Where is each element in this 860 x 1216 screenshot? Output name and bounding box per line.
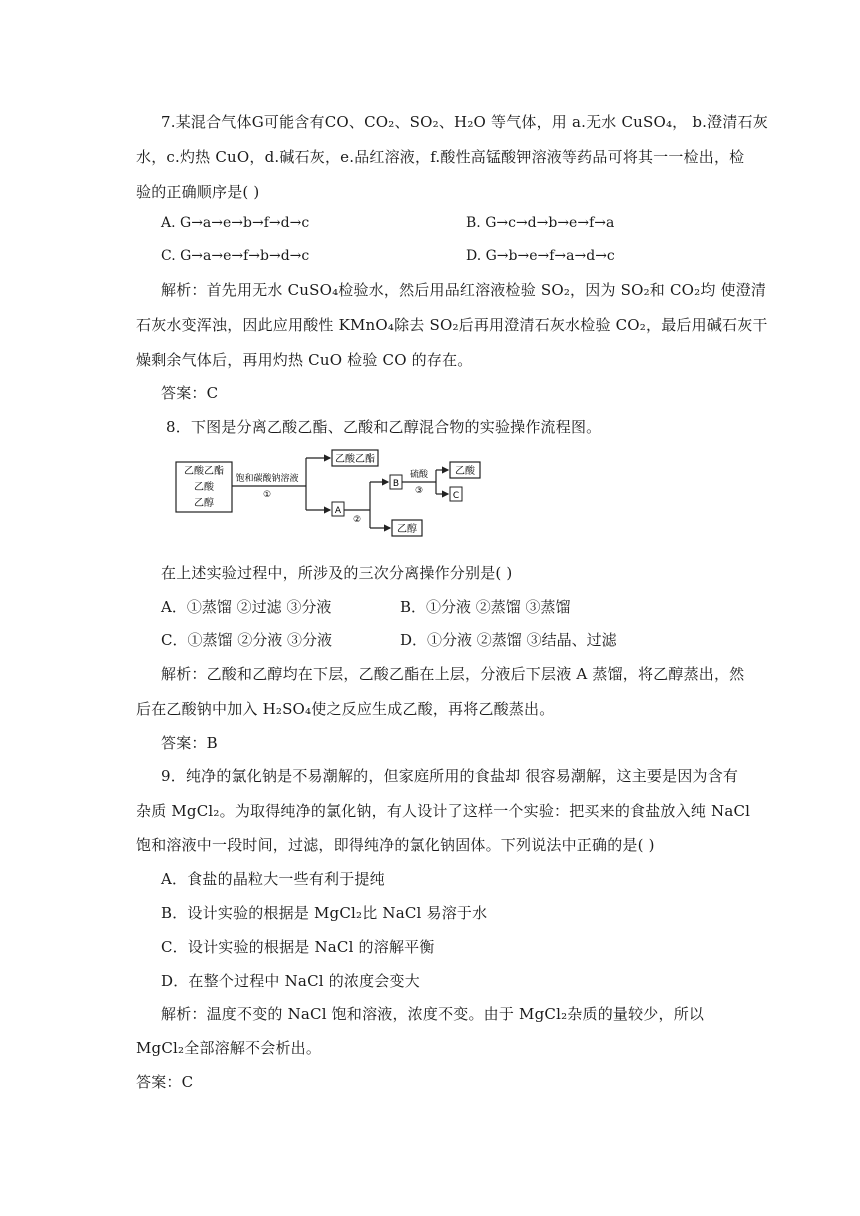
q9-option-d: D．在整个过程中 NaCl 的浓度会变大 xyxy=(161,972,420,990)
step2-label: ② xyxy=(352,515,362,525)
q9-analysis-line2: MgCl₂全部溶解不会析出。 xyxy=(136,1039,322,1057)
q9-stem-line2: 杂质 MgCl₂。为取得纯净的氯化钠，有人设计了这样一个实验：把买来的食盐放入纯 NaCl xyxy=(136,802,751,820)
q9-option-b: B．设计实验的根据是 MgCl₂比 NaCl 易溶于水 xyxy=(161,904,488,922)
node-a: A xyxy=(334,506,342,516)
q7-analysis-line1: 解析：首先用无水 CuSO₄检验水，然后用品红溶液检验 SO₂，因为 SO₂和 CO₂均 使澄清 xyxy=(161,281,767,299)
q9-stem-line3: 饱和溶液中一段时间，过滤，即得纯净的氯化钠固体。下列说法中正确的是( ) xyxy=(136,836,655,854)
node-b: B xyxy=(392,479,400,489)
product-acetic-acid: 乙酸 xyxy=(455,466,475,477)
q8-option-d: D．①分液 ②蒸馏 ③结晶、过滤 xyxy=(400,631,617,649)
q7-option-c: C. G→a→e→f→b→d→c xyxy=(161,248,310,264)
q7-option-a: A. G→a→e→b→f→d→c xyxy=(161,215,310,231)
separation-flowchart xyxy=(170,444,490,544)
q9-answer: 答案：C xyxy=(136,1073,194,1091)
node-c: C xyxy=(452,491,460,501)
q8-option-c: C．①蒸馏 ②分液 ③分液 xyxy=(161,631,333,649)
mixture-acetic-acid: 乙酸 xyxy=(194,482,214,493)
q8-analysis-line1: 解析：乙酸和乙醇均在下层，乙酸乙酯在上层，分液后下层液 A 蒸馏，将乙醇蒸出，然 xyxy=(161,665,745,683)
q9-stem-line1: 9．纯净的氯化钠是不易潮解的，但家庭所用的食盐却 很容易潮解，这主要是因为含有 xyxy=(161,767,739,785)
q7-option-d: D. G→b→e→f→a→d→c xyxy=(466,248,615,264)
product-ethyl-acetate: 乙酸乙酯 xyxy=(335,454,375,465)
q7-analysis-line3: 燥剩余气体后，再用灼热 CuO 检验 CO 的存在。 xyxy=(136,351,473,369)
mixture-ethanol: 乙醇 xyxy=(194,498,214,509)
q9-option-a: A．食盐的晶粒大一些有利于提纯 xyxy=(161,870,385,888)
q8-question: 在上述实验过程中，所涉及的三次分离操作分别是( ) xyxy=(161,564,513,582)
q7-answer: 答案：C xyxy=(161,384,219,402)
product-ethanol: 乙醇 xyxy=(397,524,417,535)
q9-option-c: C．设计实验的根据是 NaCl 的溶解平衡 xyxy=(161,938,435,956)
q9-analysis-line1: 解析：温度不变的 NaCl 饱和溶液，浓度不变。由于 MgCl₂杂质的量较少，所以 xyxy=(161,1005,705,1023)
q7-stem-line2: 水，c.灼热 CuO，d.碱石灰，e.品红溶液，f.酸性高锰酸钾溶液等药品可将其一一检出，检 xyxy=(136,148,745,166)
q8-answer: 答案：B xyxy=(161,734,218,752)
q8-analysis-line2: 后在乙酸钠中加入 H₂SO₄使之反应生成乙酸，再将乙酸蒸出。 xyxy=(136,700,555,718)
q8-stem: 8．下图是分离乙酸乙酯、乙酸和乙醇混合物的实验操作流程图。 xyxy=(166,418,602,436)
q8-option-b: B．①分液 ②蒸馏 ③蒸馏 xyxy=(400,598,571,616)
q7-stem-line3: 验的正确顺序是( ) xyxy=(136,183,260,201)
step1-label: ① xyxy=(262,490,272,500)
reagent-sulfuric-acid: 硫酸 xyxy=(409,470,429,480)
q7-stem-line1: 7.某混合气体G可能含有CO、CO₂、SO₂、H₂O 等气体，用 a.无水 CuSO₄， b.澄清石灰 xyxy=(161,113,768,131)
q8-option-a: A．①蒸馏 ②过滤 ③分液 xyxy=(161,598,332,616)
step3-label: ③ xyxy=(414,486,424,496)
reagent-na2co3: 饱和碳酸钠溶液 xyxy=(235,474,299,484)
mixture-ethyl-acetate: 乙酸乙酯 xyxy=(184,466,224,477)
q7-option-b: B. G→c→d→b→e→f→a xyxy=(466,215,615,231)
q7-analysis-line2: 石灰水变浑浊，因此应用酸性 KMnO₄除去 SO₂后再用澄清石灰水检验 CO₂，最后用碱石灰干 xyxy=(136,316,768,334)
